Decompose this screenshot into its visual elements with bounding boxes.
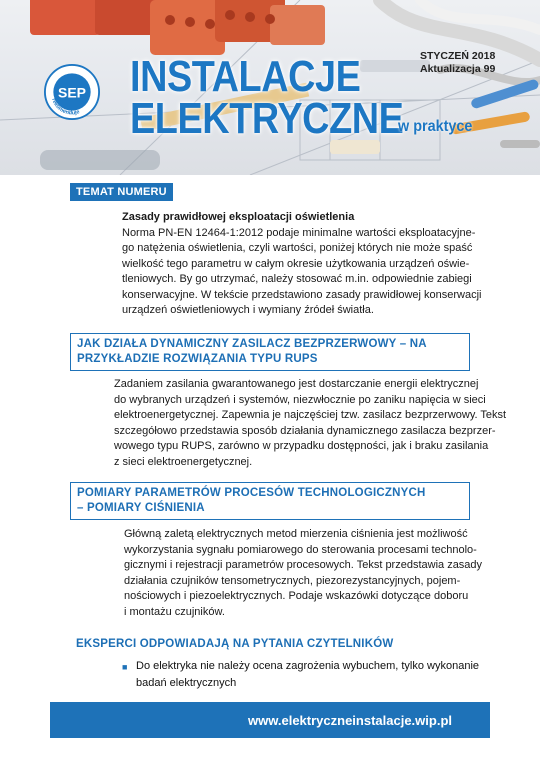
- footer-url-bar: [50, 702, 490, 738]
- issue-info: [420, 50, 495, 76]
- pomiary-line-4: działania czujników tensometrycznych, piezorezystancyjnych, pojem-: [124, 574, 461, 587]
- section-zasilacz: [70, 333, 470, 371]
- pomiary-line-5: nościowych i piezoelektrycznych. Podaje wskazówki dotyczące doboru: [124, 590, 469, 602]
- pomiary-line-3: gicznymi i rejestracji parametrów procesowych. Tekst przedstawia zasady: [124, 559, 483, 571]
- temat-article: [122, 210, 522, 319]
- pomiary-line-6: i montażu czujników.: [124, 605, 225, 618]
- zasilacz-line-2: do wybranych urządzeń i systemów, niezwłocznie po zaniku napięcia w sieci: [114, 393, 486, 406]
- zasilacz-heading-line1: JAK DZIAŁA DYNAMICZNY ZASILACZ BEZPRZERWOWY – NA: [77, 338, 427, 350]
- temat-line-6: urządzeń oświetleniowych i wymiany źródeł światła.: [122, 304, 374, 316]
- cover-header-image: [0, 0, 540, 175]
- section-pomiary: [70, 482, 470, 520]
- list-item-continuation: [122, 676, 522, 692]
- magazine-subtitle: w praktyce: [398, 118, 473, 135]
- temat-tag: TEMAT NUMERU: [70, 183, 173, 201]
- temat-line-1: Norma PN-EN 12464-1:2012 podaje minimalne wartości eksploatacyjne-: [122, 226, 476, 239]
- zasilacz-line-6: z sieci elektroenergetycznej.: [114, 455, 253, 468]
- section-temat-numeru: [70, 182, 470, 201]
- logo-text: SEP: [57, 84, 87, 101]
- zasilacz-line-3: elektroenergetycznej. Zapewnia je najczęściej tzw. zasilacz bezprzerwowy. Tekst: [114, 409, 507, 421]
- eksperci-bullet-line1: Do elektryka nie należy ocena zagrożenia wybuchem, tylko wykonanie: [136, 660, 480, 672]
- eksperci-list: [122, 659, 522, 691]
- zasilacz-line-4: szczegółowo przedstawia sposób działania dynamicznego zasilacza bezprzer-: [114, 424, 496, 437]
- pomiary-heading-line2: – POMIARY CIŚNIENIA: [77, 502, 205, 514]
- logo-ring-text: rekomenduje: [50, 97, 81, 117]
- magazine-title-line2: ELEKTRYCZNE: [130, 94, 404, 143]
- masthead: [38, 44, 508, 164]
- zasilacz-article: [114, 377, 524, 470]
- zasilacz-heading-line2: PRZYKŁADZIE ROZWIĄZANIA TYPU RUPS: [77, 353, 318, 365]
- temat-line-5: konserwacyjne. W tekście przedstawiono zasady prawidłowej konserwacji: [122, 288, 482, 301]
- section-eksperci: [76, 638, 496, 650]
- temat-line-3: wielkość tego parametru w całym okresie użytkowania urządzeń oświe-: [122, 257, 470, 270]
- temat-line-2: go natężenia oświetlenia, czyli wartości, poniżej których nie może spaść: [122, 242, 473, 254]
- eksperci-bullet-line2: badań elektrycznych: [136, 676, 237, 689]
- temat-line-4: tleniowych. By go utrzymać, należy stosować m.in. odpowiednie zabiegi: [122, 273, 472, 285]
- eksperci-heading: EKSPERCI ODPOWIADAJĄ NA PYTANIA CZYTELNIKÓW: [76, 638, 394, 650]
- zasilacz-heading: [70, 333, 470, 371]
- sep-logo-icon: [44, 64, 100, 120]
- pomiary-line-2: wykorzystania sygnału pomiarowego do sterowania procesami technolo-: [124, 543, 477, 556]
- pomiary-line-1: Główną zaletą elektrycznych metod mierzenia ciśnienia jest możliwość: [124, 528, 468, 540]
- pomiary-heading: [70, 482, 470, 520]
- pomiary-article: [124, 527, 524, 620]
- zasilacz-line-1: Zadaniem zasilania gwarantowanego jest dostarczanie energii elektrycznej: [114, 378, 479, 390]
- zasilacz-line-5: wowego typu RUPS, zarówno w przypadku dostępności, jak i braku zasilania: [114, 440, 489, 452]
- magazine-title-line1: INSTALACJE: [130, 52, 361, 101]
- issue-update: Aktualizacja 99: [420, 63, 496, 75]
- pomiary-heading-line1: POMIARY PARAMETRÓW PROCESÓW TECHNOLOGICZNYCH: [77, 487, 426, 499]
- temat-lead: Zasady prawidłowej eksploatacji oświetlenia: [122, 211, 355, 223]
- footer-url-link[interactable]: www.elektryczneinstalacje.wip.pl: [248, 712, 452, 728]
- list-item: [122, 659, 522, 676]
- square-bullet-icon: ■: [122, 662, 128, 672]
- issue-date: STYCZEŃ 2018: [420, 50, 496, 62]
